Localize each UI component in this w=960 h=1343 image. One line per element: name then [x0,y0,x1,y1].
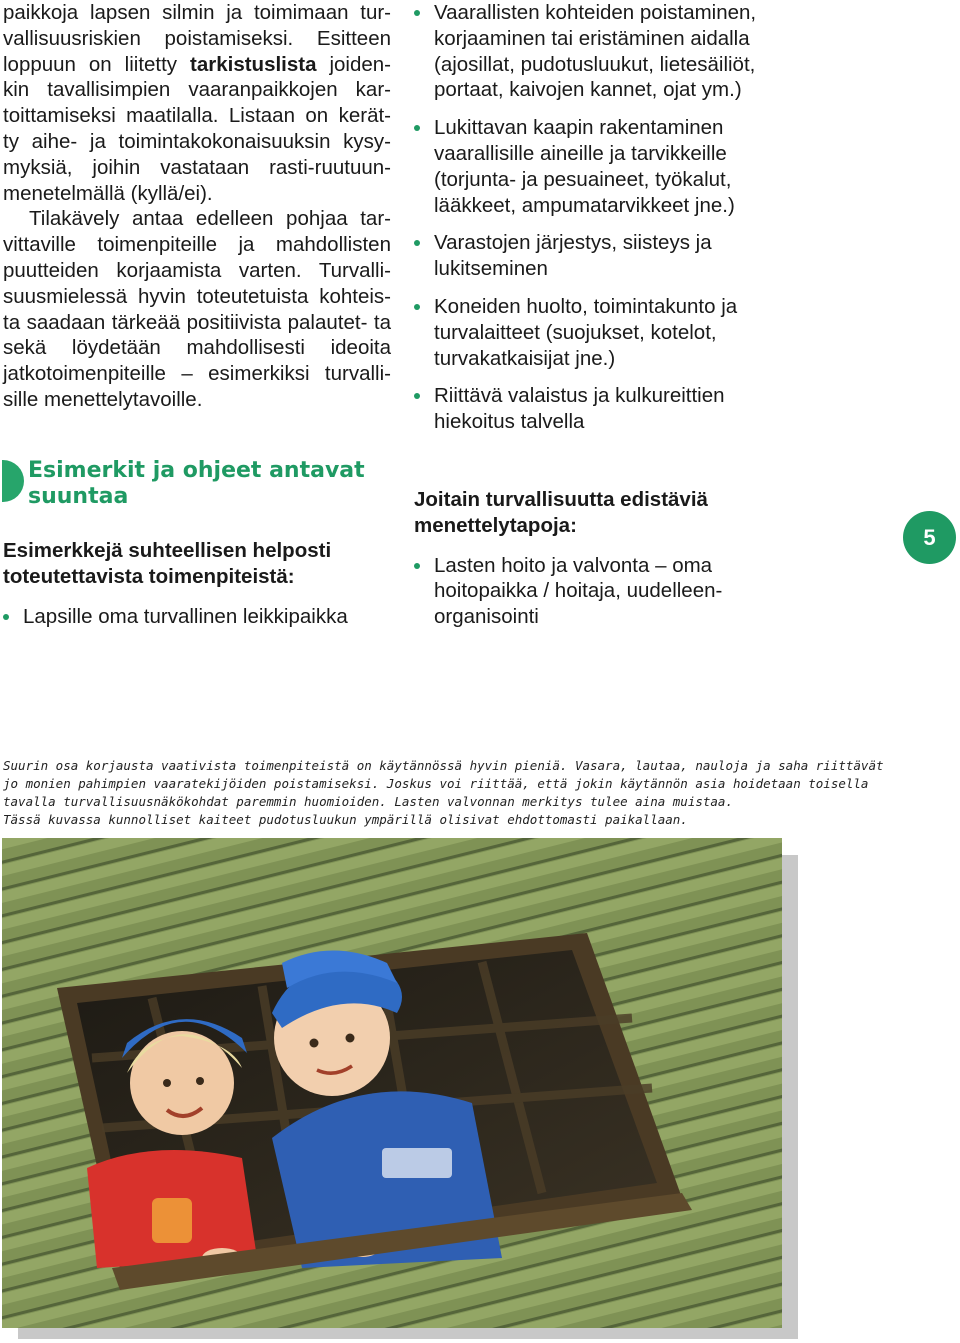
bullet-icon [414,393,420,399]
text-line: joiden- [316,52,391,76]
list-item-line: Lukittavan kaapin rakentaminen [434,116,724,140]
list-item-line: hiekoitus talvella [434,410,585,434]
text-line: menetelmällä (kyllä/ei). [3,181,213,205]
photo-caption [3,757,884,829]
bullet-icon [414,304,420,310]
text-line: Tilakävely antaa edelleen pohjaa tar- [29,207,391,231]
text-line: vittaville toimenpiteille ja mahdollisten [3,233,391,257]
list-item-line: (ajosillat, pudotusluukut, lietesäiliöt, [434,52,756,76]
list-item [414,553,794,630]
practices-subheading: Joitain turvallisuutta edistäviä menettelytapoja: [414,488,708,537]
walkthrough-paragraph [3,206,391,412]
text-line: puutteiden korjaamista varten. Turvalli- [3,258,391,282]
text-line: jatkotoimenpiteille – esimerkiksi turvalli- [3,362,391,386]
bullet-icon [414,563,420,569]
section-heading [2,458,392,510]
list-item-line: portaat, kaivojen kannet, ojat ym.) [434,78,742,102]
text-line: ty aihe- ja toimintakokonaisuuksin kysy- [3,129,391,153]
bullet-icon [414,125,420,131]
text-line: myksiä, joihin vastataan rasti-ruutuun- [3,155,391,179]
examples-subheading: Esimerkkejä suhteellisen helposti toteutettavista toimenpiteistä: [3,539,332,588]
list-item-line: vaarallisille aineille ja tarvikkeille [434,141,727,165]
list-item-line: Vaarallisten kohteiden poistaminen, [434,1,757,24]
photo-illustration [2,838,782,1328]
list-item [414,230,794,282]
bullet-icon [414,10,420,16]
page-number-badge: 5 [903,511,956,564]
list-item [414,115,794,218]
list-item-line: korjaaminen tai eristäminen aidalla [434,26,750,50]
practices-block [414,487,794,642]
intro-paragraph [3,0,391,206]
list-item-line: Riittävä valaistus ja kulkureittien [434,384,725,408]
list-item-line: lukitseminen [434,257,548,281]
list-item-line: turvalaitteet (suojukset, kotelot, [434,320,717,344]
bullet-icon [414,240,420,246]
list-item-line: lääkkeet, ampumatarvikkeet jne.) [434,193,735,217]
text-line: ta sekä löydetään mahdollisesti ideoita [3,310,391,360]
caption-line: Suurin osa korjausta vaativista toimenpiteistä on käytännössä hyvin pieniä. Vasara, lautaa, nauloja ja saha riittävät [3,758,884,773]
text-line: vallisuusriskien poistamiseksi. Esitteen [3,26,391,50]
caption-line: Tässä kuvassa kunnolliset kaiteet pudotusluukun ympärillä olisivat ehdottomasti paikallaan. [3,812,688,827]
list-item-line: Varastojen järjestys, siisteys ja [434,231,712,255]
list-item [414,294,794,371]
practices-list [414,553,794,630]
text-line: ta saadaan tärkeää positiivista palautet- [3,310,368,334]
list-item: Lapsille oma turvallinen leikkipaikka [3,604,393,630]
list-item-line: Koneiden huolto, toimintakunto ja [434,294,738,318]
examples-block [3,538,393,641]
list-item-line: hoitopaikka / hoitaja, uudelleen- [434,579,723,603]
bullet-icon [3,614,9,620]
caption-line: tavalla turvallisuusnäkökohdat paremmin huomioiden. Lasten valvonnan merkitys tulee aina muistaa. [3,794,733,809]
text-line: kin tavallisimpien vaaranpaikkojen kar- [3,78,391,102]
list-item [414,383,794,435]
measures-list [414,0,794,435]
examples-list [3,604,393,630]
list-item-line: Lasten hoito ja valvonta – oma [434,553,713,577]
checklist-term: tarkistuslista [190,52,317,76]
photo-children-in-hatch [2,838,782,1328]
caption-line: jo monien pahimpien vaaratekijöiden poistamiseksi. Joskus voi riittää, että jokin käytännön asia hoidetaan toisella [3,776,869,791]
text-line: suusmielessä hyvin toteutetuista kohteis- [3,284,391,308]
list-item-line: (torjunta- ja pesuaineet, työkalut, [434,167,732,191]
section-title: Esimerkit ja ohjeet antavat suuntaa [28,458,365,509]
list-item [414,0,794,103]
text-line: loppuun on liitetty [3,52,191,76]
list-item-line: turvakatkaisijat jne.) [434,346,616,370]
right-column [414,0,794,447]
text-line: paikkoja lapsen silmin ja toimimaan tur- [3,1,391,24]
list-item-line: organisointi [434,605,539,629]
text-line: toittamiseksi maatilalla. Listaan on kerät- [3,104,391,128]
text-line: sille menettelytavoille. [3,387,203,411]
left-column [3,0,391,413]
